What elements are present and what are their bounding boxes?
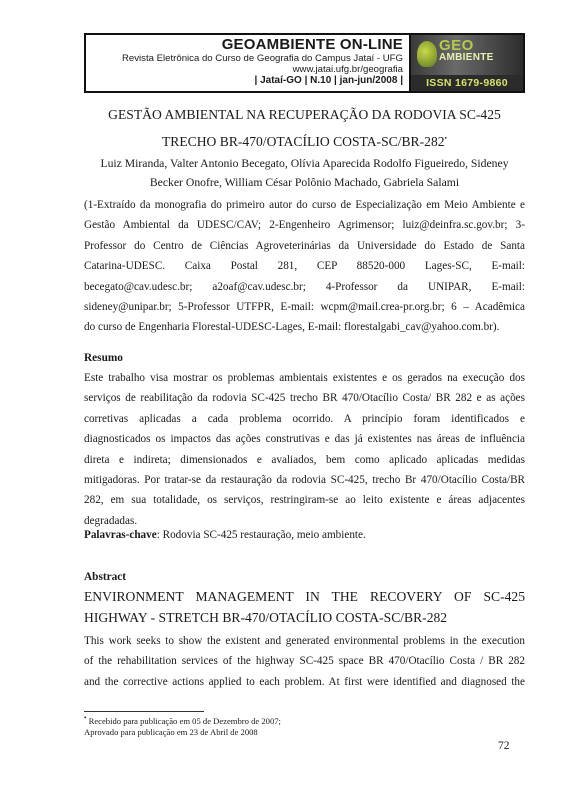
- footnote-line1: Recebido para publicação em 05 de Dezembro de 2007;: [86, 716, 281, 726]
- title-footnote-mark: •: [444, 134, 447, 143]
- article-title-line2: [84, 134, 525, 150]
- keywords-label: Palavras-chave: [84, 529, 157, 541]
- article-title-line2-text: TRECHO BR-470/OTACÍLIO COSTA-SC/BR-282: [161, 134, 445, 149]
- affiliations: [84, 195, 525, 338]
- affiliation-line: do curso de Engenharia Florestal-UDESC-Lages, E-mail: florestalgabi_cav@yahoo.com.br).: [84, 321, 500, 334]
- abstract-body: [84, 631, 525, 692]
- affiliation-line: (1-Extraído da monografia do primeiro autor do curso de Especialização em Meio Ambiente e: [84, 199, 525, 211]
- english-title-line2: HIGHWAY - STRETCH BR-470/OTACÍLIO COSTA-SC/BR-282: [84, 610, 448, 625]
- resumo-line: degradadas.: [84, 514, 138, 527]
- journal-logo: [411, 35, 523, 91]
- journal-info: [86, 35, 411, 91]
- journal-issue: | Jataí-GO | N.10 | jan-jun/2008 |: [254, 75, 403, 86]
- resumo-heading: Resumo: [84, 352, 123, 364]
- resumo-line: direta e indireta; dimensionados e avaliados, bem como aplicado aplicadas medidas: [84, 453, 525, 466]
- abstract-line: This work seeks to show the existent and generated environmental problems in the execution: [84, 635, 525, 647]
- logo-ambiente-text: AMBIENTE: [439, 52, 494, 63]
- english-title-line1: ENVIRONMENT MANAGEMENT IN THE RECOVERY OF SC-425: [84, 589, 525, 604]
- resumo-body: [84, 368, 525, 531]
- abstract-line: of the rehabilitation services of the highway SC-425 space BR 470/Otacílio Costa / BR 282: [84, 655, 525, 668]
- resumo-line: Este trabalho visa mostrar os problemas ambientais existentes e os gerados na execução dos: [84, 372, 525, 384]
- resumo-line: 282, em sua totalidade, os serviços, restringiram-se ao leito existente e áreas adjacentes: [84, 494, 525, 507]
- journal-header: [84, 33, 525, 93]
- footnote-mark: •: [84, 714, 87, 723]
- logo-geo-text: GEO: [439, 37, 474, 54]
- footnote-line2: Aprovado para publicação em 23 de Abril de 2008: [84, 727, 258, 737]
- english-title: [84, 586, 525, 628]
- resumo-line: serviços de reabilitação da rodovia SC-425 trecho BR 470/Otacílio Costa/ BR 282 e as ações: [84, 392, 525, 405]
- affiliation-line: Catarina-UDESC. Caixa Postal 281, CEP 88520-000 Lages-SC, E-mail:: [84, 260, 525, 273]
- keywords: [84, 527, 525, 543]
- journal-url[interactable]: www.jatai.ufg.br/geografia: [292, 64, 403, 75]
- abstract-line: and the corrective actions applied to each problem. At first were identified and diagnosed the: [84, 675, 525, 688]
- affiliation-line: Gestão Ambiental da UDESC/CAV; 2-Engenheiro Agrimensor; luiz@deinfra.sc.gov.br; 3-: [84, 219, 525, 232]
- journal-title: GEOAMBIENTE ON-LINE: [221, 36, 403, 53]
- footnote-divider: [84, 711, 204, 712]
- footnote: [84, 716, 281, 738]
- resumo-line: corretivas aplicadas a cada problema ocorrido. A princípio foram identificados e: [84, 412, 525, 425]
- resumo-line: diagnosticados os impactos das ações construtivas e das já existentes nas áreas de influência: [84, 433, 525, 446]
- article-title-line1: GESTÃO AMBIENTAL NA RECUPERAÇÃO DA RODOVIA SC-425: [108, 107, 501, 122]
- abstract-heading: Abstract: [84, 571, 127, 583]
- keywords-text: : Rodovia SC-425 restauração, meio ambiente.: [156, 529, 366, 541]
- journal-subtitle: Revista Eletrônica do Curso de Geografia do Campus Jataí - UFG: [121, 53, 403, 64]
- issn-label: ISSN 1679-9860: [411, 75, 523, 91]
- affiliation-line: becegato@cav.udesc.br; a2oaf@cav.udesc.br; 4-Professor da UNIPAR, E-mail:: [84, 280, 525, 293]
- page-number: 72: [498, 740, 510, 752]
- authors-line2: Becker Onofre, William César Polônio Machado, Gabriela Salami: [149, 176, 460, 189]
- affiliation-line: Professor do Centro de Ciências Agroveterinárias da Universidade do Estado de Santa: [84, 239, 525, 252]
- affiliation-line: sideney@unipar.br; 5-Professor UTFPR, E-mail: wcpm@mail.crea-pr.org.br; 6 – Acadêmica: [84, 301, 525, 314]
- globe-icon: [417, 41, 437, 67]
- authors: [84, 154, 525, 192]
- resumo-line: mitigadoras. Por tratar-se da restauração da rodovia SC-425, trecho Br 470/Otacílio Costa/BR: [84, 474, 525, 487]
- authors-line1: Luiz Miranda, Valter Antonio Becegato, Olívia Aparecida Rodolfo Figueiredo, Sideney: [100, 157, 509, 170]
